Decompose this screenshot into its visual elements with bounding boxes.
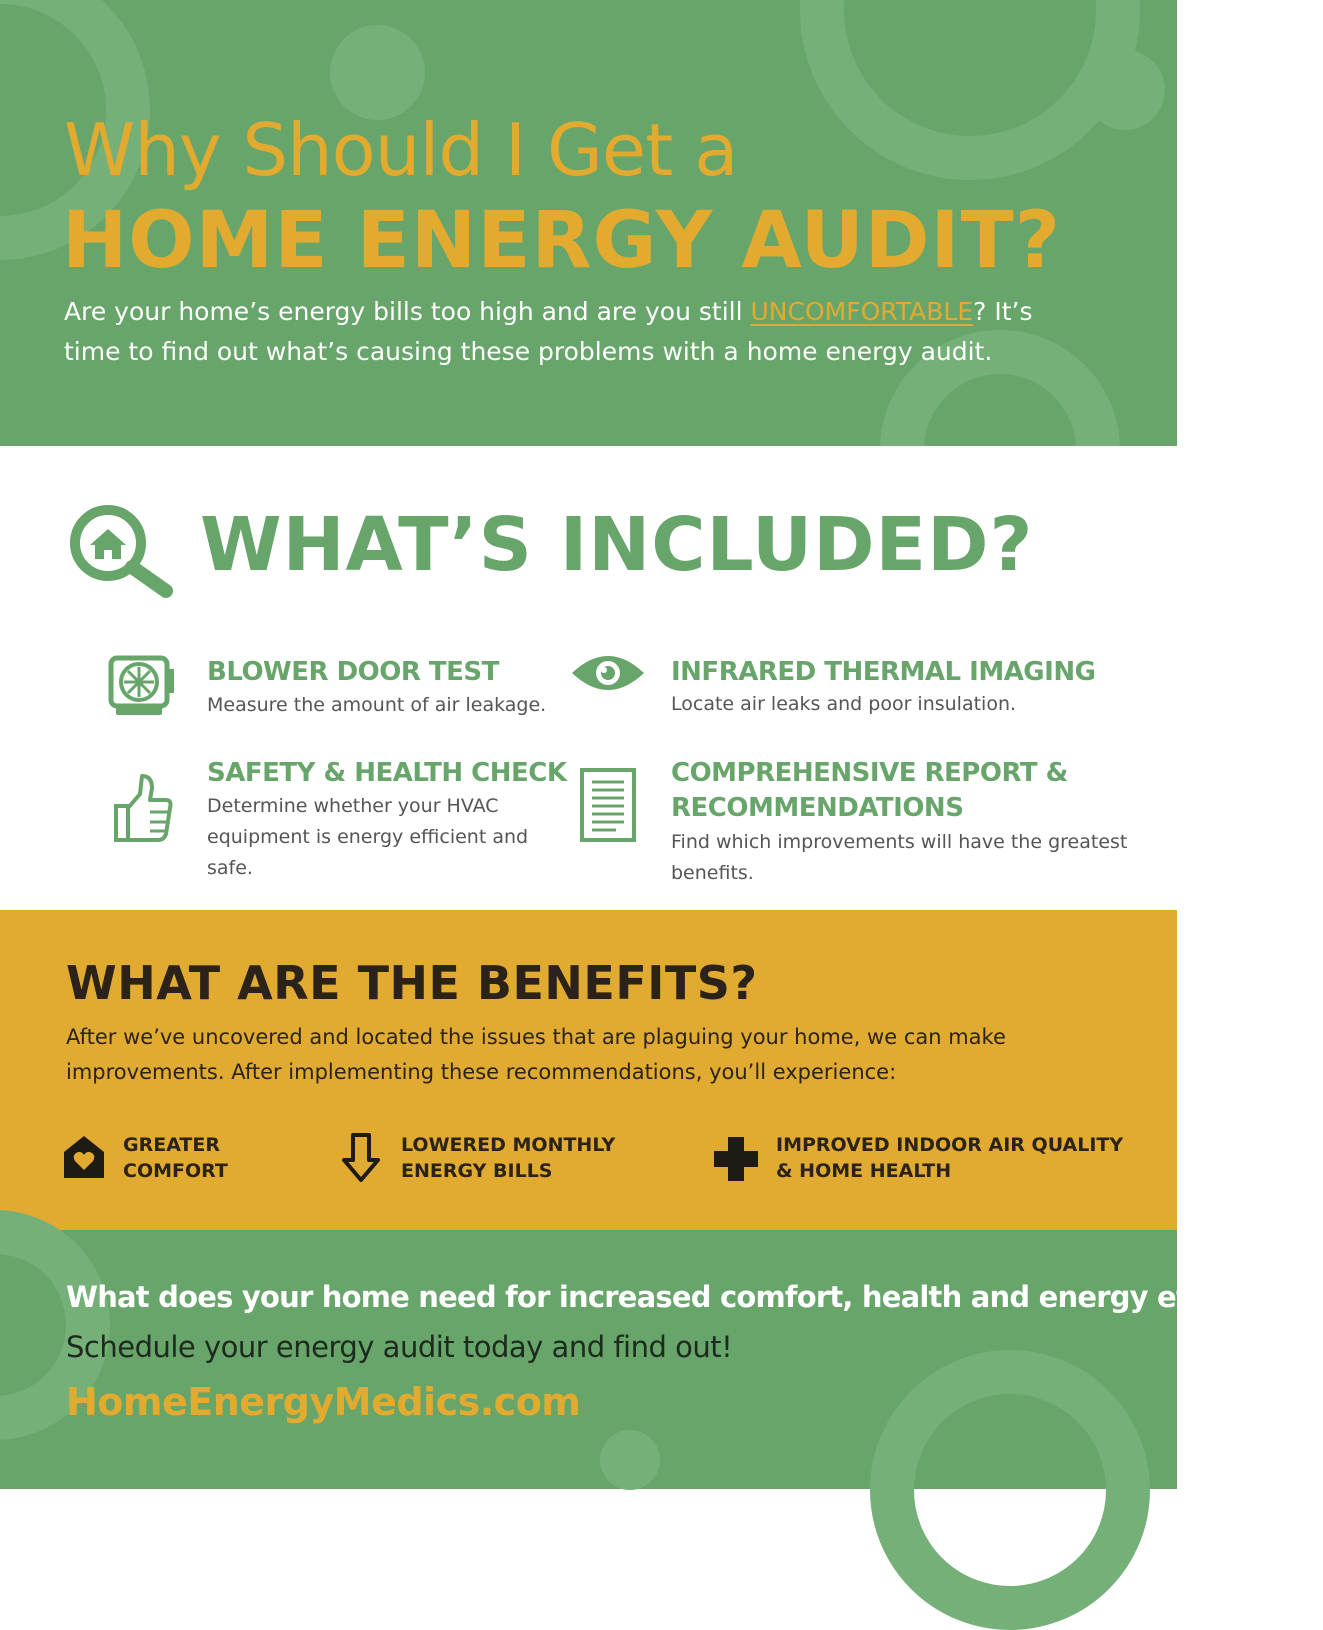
thumbs-up-icon — [108, 772, 174, 846]
document-icon — [580, 768, 636, 842]
intro-text-end: ? It’s time to find out what’s causing these problems with a home energy audit. — [64, 297, 1033, 366]
feature-infrared-thermal-imaging — [570, 651, 1160, 731]
fan-icon — [108, 655, 176, 719]
benefit-label-line2: ENERGY BILLS — [401, 1160, 553, 1182]
eye-icon — [570, 651, 646, 695]
section-title-included: WHAT’S INCLUDED? — [200, 502, 1034, 588]
title-line-1: Why Should I Get a — [64, 108, 738, 192]
feature-description: Measure the amount of air leakage. — [207, 694, 547, 716]
decorative-circle — [330, 25, 425, 120]
benefit-label-line2: & HOME HEALTH — [776, 1160, 952, 1182]
medical-cross-icon — [713, 1136, 759, 1182]
benefits-section — [0, 910, 1177, 1230]
intro-highlight: UNCOMFORTABLE — [750, 297, 974, 326]
feature-title: BLOWER DOOR TEST — [207, 657, 499, 687]
intro-text — [64, 292, 1074, 372]
benefit-label-line1: GREATER — [123, 1134, 221, 1156]
footer-cta: Schedule your energy audit today and find out! — [66, 1330, 733, 1364]
benefit-label-line1: LOWERED MONTHLY — [401, 1134, 616, 1156]
feature-description: Find which improvements will have the greatest benefits. — [671, 831, 1128, 884]
decorative-ring — [870, 1350, 1150, 1630]
intro-text-start: Are your home’s energy bills too high and are you still — [64, 297, 751, 326]
benefit-label-line2: COMFORT — [123, 1160, 228, 1182]
feature-blower-door-test — [108, 651, 558, 731]
footer-section — [0, 1230, 1323, 1489]
feature-title: COMPREHENSIVE REPORT & RECOMMENDATIONS — [671, 758, 1068, 823]
feature-title: SAFETY & HEALTH CHECK — [207, 758, 567, 788]
house-magnifier-icon — [66, 501, 174, 597]
feature-safety-health-check — [108, 756, 567, 879]
footer-question: What does your home need for increased comfort, health and energy efficiency? — [66, 1280, 1323, 1314]
feature-comprehensive-report — [580, 756, 1160, 884]
header-section — [0, 0, 1177, 446]
benefits-text: After we’ve uncovered and located the issues that are plaguing your home, we can make improvements. After implementing these recommendations, you’ll experience: — [66, 1025, 1006, 1084]
feature-description: Locate air leaks and poor insulation. — [671, 693, 1017, 715]
section-title-benefits: WHAT ARE THE BENEFITS? — [66, 956, 758, 1010]
included-section — [0, 446, 1177, 910]
benefit-label-line1: IMPROVED INDOOR AIR QUALITY — [776, 1134, 1124, 1156]
website-link[interactable]: HomeEnergyMedics.com — [66, 1380, 581, 1424]
feature-description: Determine whether your HVAC equipment is energy efficient and safe. — [207, 795, 529, 879]
page-title: HOME ENERGY AUDIT? — [62, 196, 1062, 286]
decorative-circle — [1085, 50, 1165, 130]
arrow-down-icon — [340, 1132, 382, 1184]
house-heart-icon — [62, 1134, 106, 1180]
feature-title: INFRARED THERMAL IMAGING — [671, 657, 1096, 687]
decorative-circle — [600, 1430, 660, 1490]
